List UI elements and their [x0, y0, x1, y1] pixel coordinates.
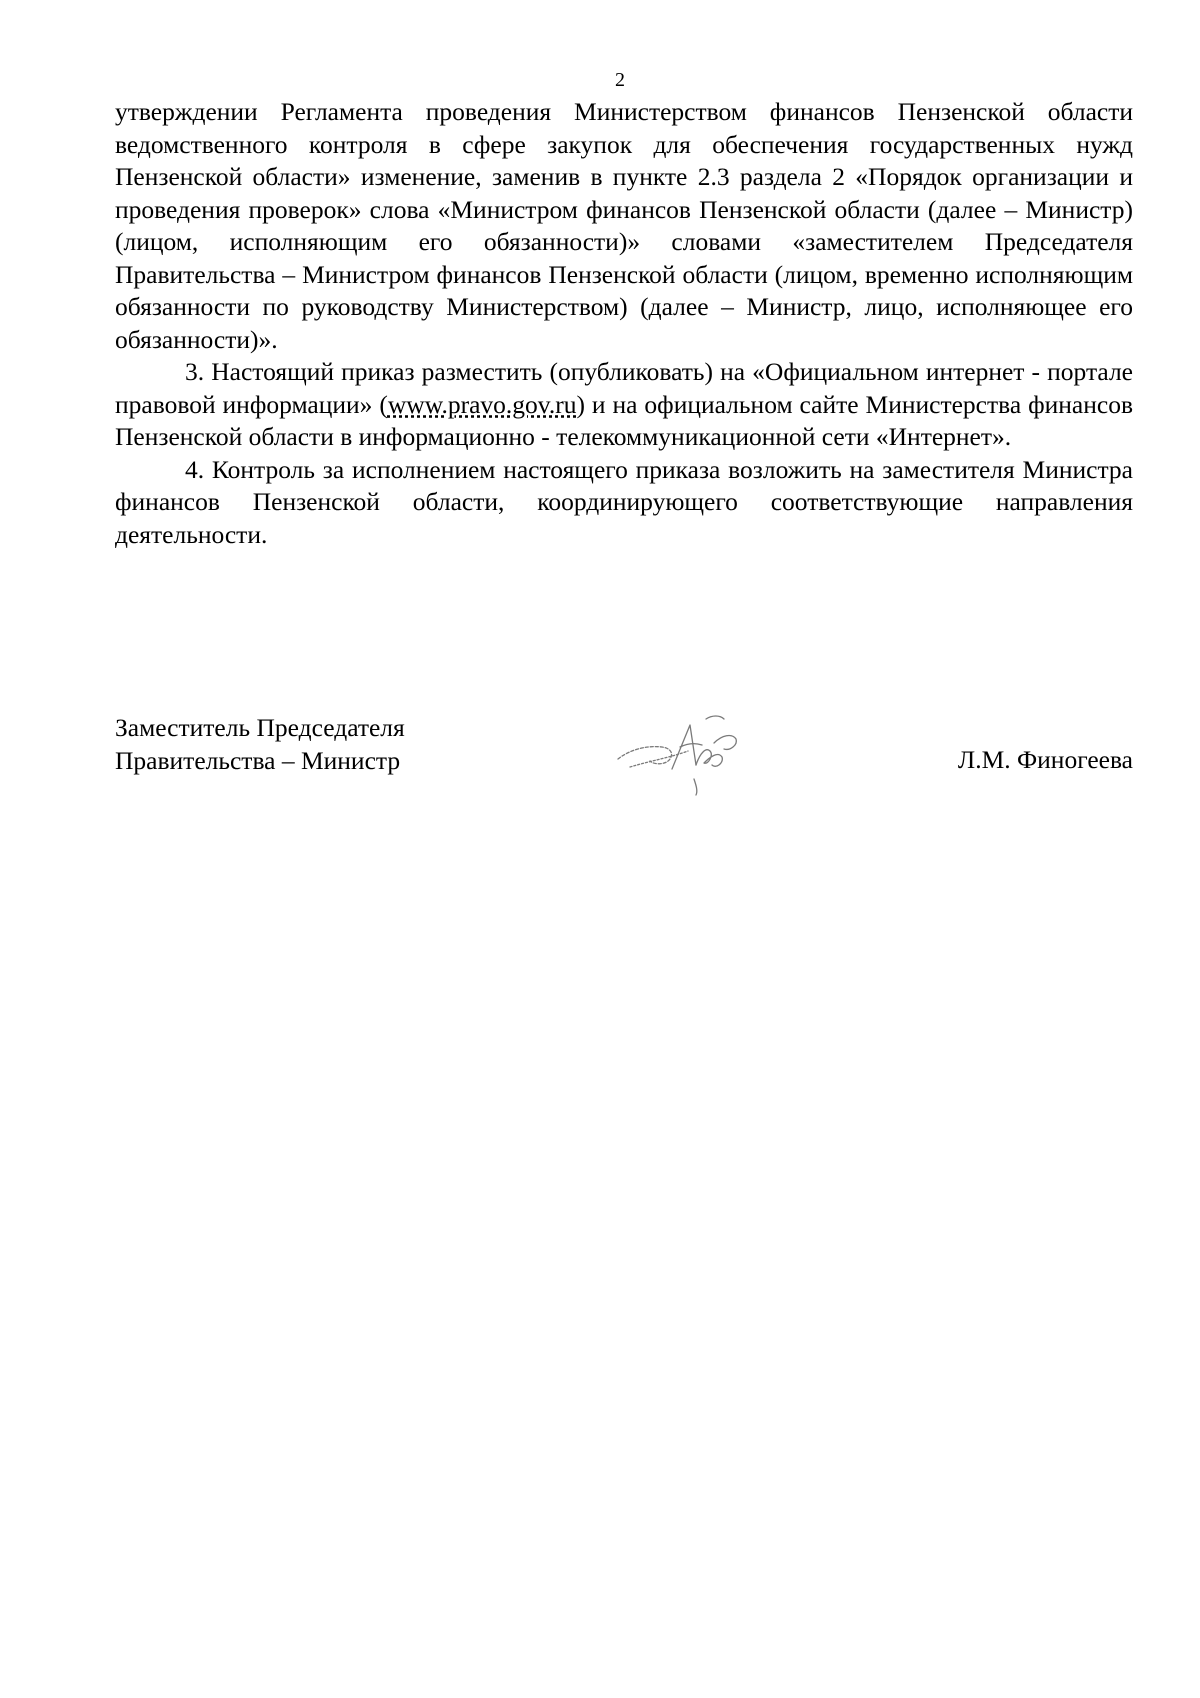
pravo-gov-link[interactable]: www.pravo.gov.ru [387, 389, 577, 419]
signatory-name: Л.М. Финогеева [957, 745, 1133, 774]
paragraph-publication-text-start: 3. Настоящий приказ разместить (опубликовать) на «Официальном интернет - портале правовой информации» ( [115, 357, 1133, 419]
signatory-title-line-1: Заместитель Председателя [115, 713, 405, 742]
paragraph-publication [115, 356, 1133, 454]
paragraph-control: 4. Контроль за исполнением настоящего приказа возложить на заместителя Министра финансов Пензенской области, координирующего соответствующие направления деятельности. [115, 454, 1133, 549]
document-body [115, 96, 1133, 551]
signature-block [115, 712, 1133, 792]
signatory-title [115, 712, 405, 777]
paragraph-amendment [115, 96, 1133, 356]
paragraph-publication-text-end: ) и на официальном сайте Министерства финансов Пензенской области в информационно - телекоммуникационной сети «Интернет». [115, 389, 1133, 451]
signatory-title-line-2: Правительства – Министр [115, 745, 401, 775]
page-number: 2 [615, 69, 625, 91]
handwritten-signature [610, 707, 750, 797]
paragraph-amendment-text: утверждении Регламента проведения Министерством финансов Пензенской области ведомственного контроля в сфере закупок для обеспечения государственных нужд Пензенской области» изменение, заменив в пункте 2.3 раздела 2 «Порядок организации и проведения проверок» слова «Министром финансов Пензенской области (далее – Министр) (лицом, исполняющим его обязанности)» словами «заместителем Председателя Правительства – Министром финансов Пензенской области (лицом, временно исполняющим обязанности по руководству Министерством) (далее – Министр, лицо, исполняющее его обязанности)». [115, 97, 1133, 354]
